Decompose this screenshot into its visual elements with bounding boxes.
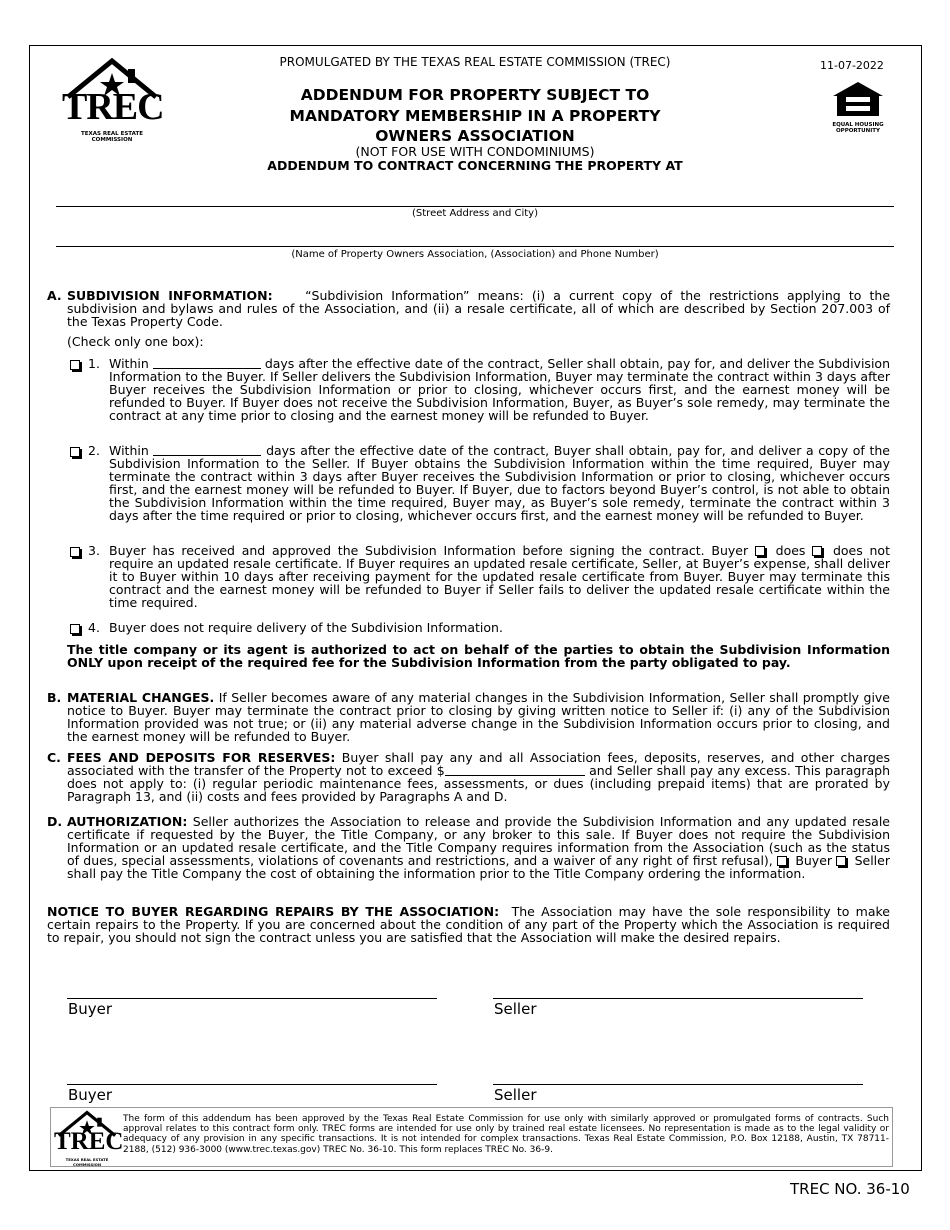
trec-logo-text: TREC (62, 86, 164, 128)
buyer-signature-line-2[interactable] (67, 1084, 437, 1085)
option-3-does-not-checkbox[interactable] (812, 546, 822, 556)
section-d-letter: D. (47, 814, 63, 829)
option-4-text: Buyer does not require delivery of the Subdivision Information. (109, 620, 503, 635)
repairs-notice-text: The Association may have the sole responsibility to make certain repairs to the Property. If you are concerned about the condition of any part of the Property which the Association is required to repair, you should not sign the contract unless you are satisfied that the Association will make the desired repairs. (47, 904, 890, 945)
fee-amount-field[interactable] (445, 765, 585, 776)
seller-pays-checkbox[interactable] (836, 856, 846, 866)
form-date: 11-07-2022 (820, 59, 884, 72)
option-3-does-checkbox[interactable] (755, 546, 765, 556)
option-2: Within days after the effective date of the contract, Buyer shall obtain, pay for, and deliver a copy of the Subdivision Information to the Seller. If Buyer obtains the Subdivision Information within the time required, Buyer may terminate the contract within 3 days after Buyer receives the Subdivision Information or prior to closing, whichever occurs first, and the earnest money will be refunded to Buyer. If Buyer, due to factors beyond Buyer’s control, is not able to obtain the Subdivision Information within the time required, Buyer may, as Buyer’s sole remedy, terminate the contract within 3 days after the time required or prior to closing, whichever occurs first, and the earnest money will be refunded to Buyer. (109, 443, 890, 523)
section-b (67, 691, 890, 743)
repairs-notice (47, 905, 890, 944)
section-c: FEES AND DEPOSITS FOR RESERVES: Buyer shall pay any and all Association fees, deposits, reserves, and other charges associated with the transfer of the Property not to exceed $ and Seller shall pay any excess. This paragraph does not apply to: (i) regular periodic maintenance fees, assessments, or dues (including prepaid items) that are prorated by Paragraph 13, and (ii) costs and fees provided by Paragraphs A and D. (67, 750, 890, 804)
section-d-heading: AUTHORIZATION: (67, 814, 188, 829)
seller-signature-line-2[interactable] (493, 1084, 863, 1085)
option-4-checkbox[interactable] (70, 618, 84, 637)
buyer-label-1: Buyer (68, 1000, 113, 1018)
option-1: Within days after the effective date of the contract, Seller shall obtain, pay for, and deliver the Subdivision Information to the Buyer. If Seller delivers the Subdivision Information, Buyer may terminate the contract within 3 days after Buyer receives the Subdivision Information or prior to closing, whichever occurs first, and the earnest money will be refunded to Buyer. If Buyer does not receive the Subdivision Information, Buyer, as Buyer’s sole remedy, may terminate the contract at any time prior to closing and the earnest money will be refunded to Buyer. (109, 356, 890, 423)
section-b-text: If Seller becomes aware of any material changes in the Subdivision Information, Seller shall promptly give notice to Buyer. Buyer may terminate the contract prior to closing by giving written notice to Seller if: (i) any of the Subdivision Information provided was not true; or (ii) any material adverse change in the Subdivision Information occurs prior to closing, and the earnest money will be refunded to Buyer. (67, 690, 890, 744)
form-number: TREC NO. 36-10 (790, 1180, 910, 1198)
equal-housing-logo: EQUAL HOUSING OPPORTUNITY (828, 80, 888, 136)
seller-label-2: Seller (494, 1086, 537, 1104)
section-b-heading: MATERIAL CHANGES. (67, 690, 215, 705)
form-title: ADDENDUM FOR PROPERTY SUBJECT TO MANDATORY MEMBERSHIP IN A PROPERTY OWNERS ASSOCIATION (289, 86, 661, 145)
association-name-label: (Name of Property Owners Association, (Association) and Phone Number) (291, 249, 659, 260)
section-a-heading: SUBDIVISION INFORMATION: (67, 288, 273, 303)
subtitle-not-for-condos: (NOT FOR USE WITH CONDOMINIUMS) (355, 144, 595, 159)
footer-trec-logo: TREC TEXAS REAL ESTATE COMMISSION (54, 1110, 120, 1166)
association-name-field[interactable] (56, 246, 894, 247)
repairs-notice-heading: NOTICE TO BUYER REGARDING REPAIRS BY THE ASSOCIATION: (47, 904, 500, 919)
option-2-number: 2. (88, 443, 100, 458)
section-a (67, 289, 890, 328)
subtitle-addendum: ADDENDUM TO CONTRACT CONCERNING THE PROPERTY AT (267, 158, 683, 173)
section-a-letter: A. (47, 288, 62, 303)
trec-logo (62, 57, 162, 143)
option-2-days-field[interactable] (153, 445, 261, 456)
seller-signature-line-1[interactable] (493, 998, 863, 999)
street-address-field[interactable] (56, 206, 894, 207)
equal-housing-icon (828, 80, 888, 118)
buyer-pays-checkbox[interactable] (777, 856, 787, 866)
buyer-label-2: Buyer (68, 1086, 113, 1104)
section-d: AUTHORIZATION: Seller authorizes the Association to release and provide the Subdivision Information and any updated resale certificate if requested by the Buyer, the Title Company, or any broker to this sale. If Buyer does not require the Subdivision Information or an updated resale certificate, and the Title Company requires information from the Association (such as the status of dues, special assessments, violations of covenants and restrictions, and a waiver of any right of first refusal), Buyer Seller shall pay the Title Company the cost of obtaining the information prior to the Title Company ordering the information. (67, 814, 890, 881)
section-c-heading: FEES AND DEPOSITS FOR RESERVES: (67, 750, 336, 765)
section-b-letter: B. (47, 690, 62, 705)
option-2-checkbox[interactable] (70, 441, 84, 460)
option-1-number: 1. (88, 356, 100, 371)
street-address-label: (Street Address and City) (412, 208, 538, 219)
option-3: Buyer has received and approved the Subdivision Information before signing the contract. Buyer does does not require an updated resale certificate. If Buyer requires an updated resale certificate, Seller, at Buyer’s expense, shall deliver it to Buyer within 10 days after receiving payment for the updated resale certificate from Buyer. Buyer may terminate this contract and the earnest money will be refunded to Buyer if Seller fails to deliver the updated resale certificate within the time required. (109, 543, 890, 610)
option-3-number: 3. (88, 543, 100, 558)
title-company-note: The title company or its agent is authorized to act on behalf of the parties to obtain the Subdivision Information ONLY upon receipt of the required fee for the Subdivision Information from the party obligated to pay. (67, 642, 890, 670)
section-c-letter: C. (47, 750, 61, 765)
option-3-checkbox[interactable] (70, 541, 84, 560)
option-4-number: 4. (88, 620, 100, 635)
promulgated-line: PROMULGATED BY THE TEXAS REAL ESTATE COMMISSION (TREC) (279, 55, 671, 69)
section-a-text: “Subdivision Information” means: (i) a current copy of the restrictions applying to the subdivision and bylaws and rules of the Association, and (ii) a resale certificate, all of which are described by Section 207.003 of the Texas Property Code. (67, 288, 891, 329)
footer-disclaimer: The form of this addendum has been approved by the Texas Real Estate Commission for use only with similarly approved or promulgated forms of contracts. Such approval relates to this contract form only. TREC forms are intended for use only by trained real estate licensees. No representation is made as to the legal validity or adequacy of any provision in any specific transactions. It is not intended for complex transactions. Texas Real Estate Commission, P.O. Box 12188, Austin, TX 78711-2188, (512) 936-3000 (www.trec.texas.gov) TREC No. 36-10. This form replaces TREC No. 36-9. (123, 1114, 889, 1155)
trec-logo-caption: TEXAS REAL ESTATE COMMISSION (81, 131, 143, 143)
seller-label-1: Seller (494, 1000, 537, 1018)
buyer-signature-line-1[interactable] (67, 998, 437, 999)
check-one-note: (Check only one box): (67, 334, 204, 349)
option-1-checkbox[interactable] (70, 354, 84, 373)
option-1-days-field[interactable] (153, 358, 261, 369)
